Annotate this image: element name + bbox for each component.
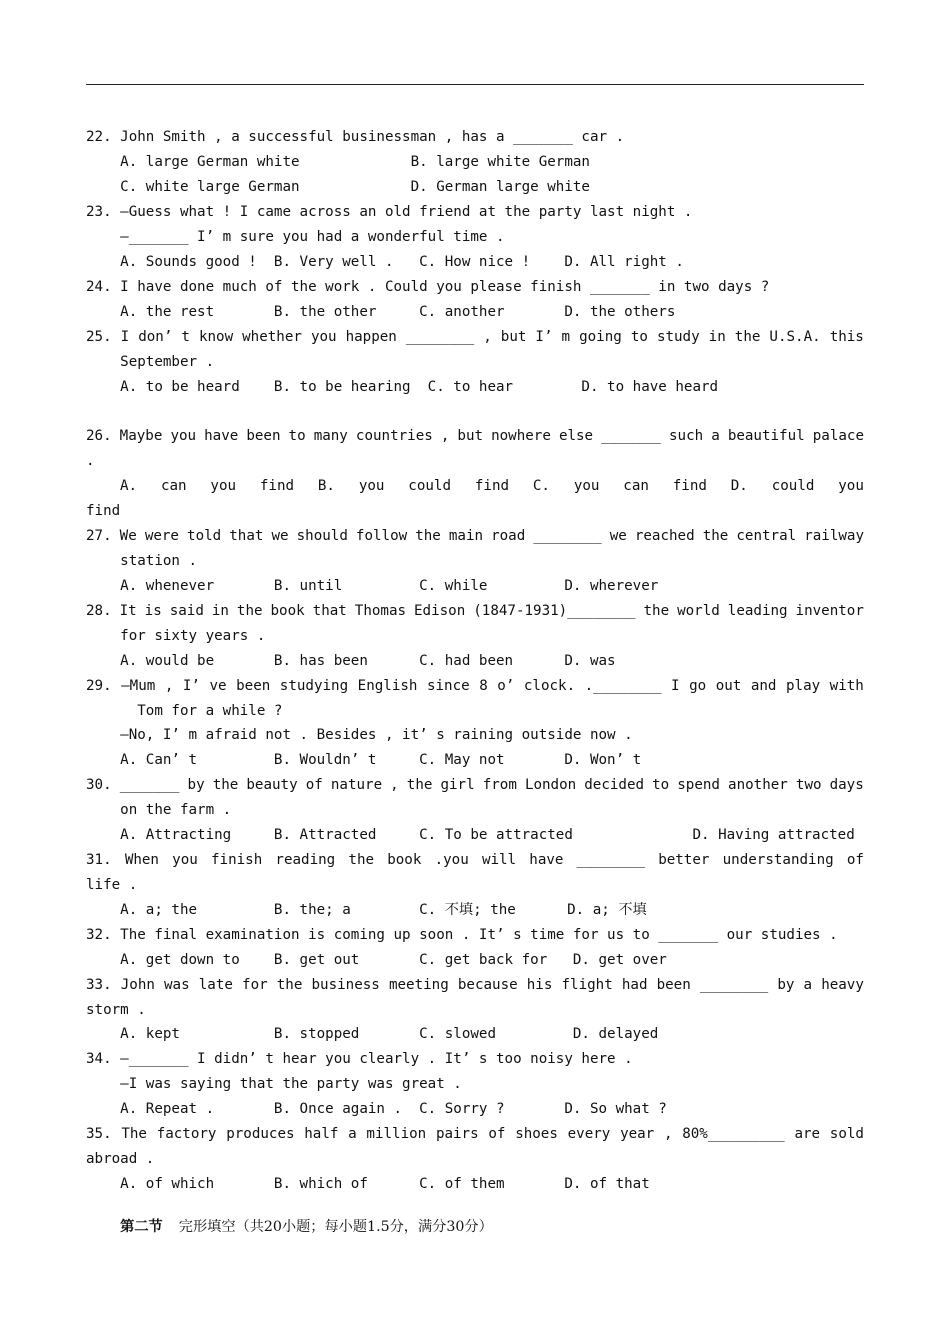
word: follow (355, 528, 408, 544)
word: nowhere (491, 428, 551, 444)
word: have (204, 428, 239, 444)
word: English (357, 678, 418, 694)
word: and (750, 678, 777, 694)
word: clock. (523, 678, 576, 694)
word: you (573, 478, 600, 494)
text-line: —_______ I’ m sure you had a wonderful time . (86, 229, 505, 245)
text-line (86, 676, 864, 696)
word: understanding (722, 852, 834, 868)
word: every (567, 1126, 611, 1142)
header-rule (86, 84, 864, 85)
word: ________ (699, 977, 769, 993)
word: of (846, 852, 864, 868)
word: a (348, 1126, 357, 1142)
word: 30. (86, 777, 112, 793)
word: business (311, 977, 380, 993)
word: road (491, 528, 526, 544)
word: find (259, 478, 295, 494)
word: by (187, 777, 205, 793)
word: the (415, 528, 441, 544)
text-line: life . (86, 877, 138, 893)
word: ve (209, 678, 227, 694)
word: flight (561, 977, 613, 993)
word: two (795, 777, 822, 793)
word: half (304, 1126, 339, 1142)
word: I (120, 329, 130, 345)
word: London (524, 777, 577, 793)
word: of (488, 1126, 506, 1142)
word: the (406, 777, 433, 793)
text-line (86, 601, 864, 621)
word: you (358, 478, 385, 494)
word: find (474, 478, 510, 494)
word: main (448, 528, 484, 544)
word: book (270, 603, 305, 619)
text-line (86, 975, 864, 995)
word: that (312, 603, 347, 619)
text-line: A. Can’ t B. Wouldn’ t C. May not D. Won’ t (86, 752, 642, 768)
text-line (86, 476, 864, 496)
word: out (715, 678, 742, 694)
word: are (794, 1126, 821, 1142)
word: such (669, 428, 704, 444)
word: beautiful (727, 428, 805, 444)
word: said (169, 603, 204, 619)
text-line (86, 526, 864, 546)
word: John (120, 977, 155, 993)
word: , (483, 329, 492, 345)
section-heading (86, 1197, 864, 1235)
text-line: 32. The final examination is coming up soon . It’ s time for us to _______ our studies . (86, 927, 838, 943)
word: _______ (119, 777, 180, 793)
word: happen (345, 329, 397, 345)
word: , (390, 777, 399, 793)
word: 27. (86, 528, 112, 544)
word: million (366, 1126, 427, 1142)
word: shoes (515, 1126, 558, 1142)
word: spend (677, 777, 720, 793)
word: better (658, 852, 710, 868)
text-line: storm . (86, 1002, 146, 1018)
text-line (86, 1124, 864, 1144)
word: told (187, 528, 222, 544)
word: The (121, 1126, 147, 1142)
word: 26. (86, 428, 112, 444)
word: 29. (86, 678, 112, 694)
word: the (702, 528, 729, 544)
word: whether (242, 329, 302, 345)
section-title: 第二节 (120, 1219, 163, 1235)
text-line: A. a; the B. the; a C. 不填; the D. a; 不填 (86, 902, 647, 918)
word: many (313, 428, 348, 444)
word: C. (532, 478, 550, 494)
text-line: 24. I have done much of the work . Could you please finish _______ in two days ? (86, 279, 770, 295)
word: reading (275, 852, 336, 868)
word: studying (279, 678, 349, 694)
word: the (212, 777, 239, 793)
word: could (771, 478, 815, 494)
word: When (124, 852, 159, 868)
word: t (181, 329, 190, 345)
word: of (305, 777, 323, 793)
word: 33. (86, 977, 112, 993)
word: will (481, 852, 517, 868)
word: , (663, 1126, 673, 1142)
word: o’ (497, 678, 515, 694)
text-line: 34. —_______ I didn’ t hear you clearly . It’ s too noisy here . (86, 1051, 633, 1067)
word: 31. (86, 852, 112, 868)
text-line: 23. —Guess what ! I came across an old friend at the party last night . (86, 204, 693, 220)
word: central (736, 528, 797, 544)
word: this (829, 329, 864, 345)
word: _______ (601, 428, 661, 444)
word: is (144, 603, 162, 619)
word: ________ (576, 852, 645, 868)
word: railway (804, 528, 864, 544)
word: year (620, 1126, 655, 1142)
text-line: A. the rest B. the other C. another D. the others (86, 304, 676, 320)
word: I’ (182, 678, 200, 694)
text-line: on the farm . (86, 802, 232, 818)
word: from (482, 777, 517, 793)
word: you (170, 428, 197, 444)
word: world (677, 603, 720, 619)
word: girl (440, 777, 475, 793)
word: for (242, 977, 268, 993)
section-description: 完形填空（共20小题；每小题1.5分，满分30分） (178, 1219, 493, 1235)
word: but (457, 428, 484, 444)
word: It (119, 603, 137, 619)
word: I (671, 678, 680, 694)
word: have (529, 852, 564, 868)
word: to (630, 329, 648, 345)
word: a (711, 428, 720, 444)
word: since (426, 678, 470, 694)
text-line: A. kept B. stopped C. slowed D. delayed (86, 1026, 659, 1042)
word: , (164, 678, 174, 694)
word: factory (156, 1126, 217, 1142)
word: beauty (246, 777, 298, 793)
word: A. (120, 478, 138, 494)
word: you (210, 478, 237, 494)
text-line: . (86, 453, 95, 469)
word: countries (355, 428, 433, 444)
word: can (623, 478, 649, 494)
word: the (348, 852, 375, 868)
word: palace (812, 428, 864, 444)
word: his (526, 977, 553, 993)
word: 80%_________ (682, 1126, 785, 1142)
word: (1847-1931)________ (473, 603, 636, 619)
word: had (621, 977, 648, 993)
text-line: A. Repeat . B. Once again . C. Sorry ? D. So what ? (86, 1101, 667, 1117)
word: decided (584, 777, 645, 793)
word: in (708, 329, 726, 345)
text-line: —I was saying that the party was great . (86, 1076, 462, 1092)
word: 8 (479, 678, 488, 694)
word: D. (730, 478, 748, 494)
text-line: A. would be B. has been C. had been D. was (86, 653, 616, 669)
word: ________ (533, 528, 602, 544)
word: we (271, 528, 289, 544)
word: 35. (86, 1126, 112, 1142)
word: .you (434, 852, 469, 868)
text-line: A. of which B. which of C. of them D. of that (86, 1176, 650, 1192)
word: to (288, 428, 306, 444)
text-line: A. get down to B. get out C. get back for D. get over (86, 952, 667, 968)
word: a (803, 977, 813, 993)
word: you (310, 329, 337, 345)
word: heavy (821, 977, 864, 993)
word: find (672, 478, 707, 494)
text-line (86, 775, 864, 795)
word: the (643, 603, 670, 619)
text-line: A. large German white B. large white German (86, 154, 590, 170)
word: that (229, 528, 264, 544)
text-line: A. Sounds good ! B. Very well . C. How nice ! D. All right . (86, 254, 684, 270)
word: but (500, 329, 527, 345)
word: you (172, 852, 198, 868)
word: 28. (86, 603, 112, 619)
word: going (579, 329, 622, 345)
word: Maybe (119, 428, 163, 444)
text-line: A. to be heard B. to be hearing C. to hear D. to have heard (86, 379, 719, 395)
text-line: C. white large German D. German large white (86, 179, 590, 195)
text-line: —No, I’ m afraid not . Besides , it’ s raining outside now . (86, 727, 633, 743)
word: study (656, 329, 700, 345)
word: book (387, 852, 422, 868)
word: you (838, 478, 864, 494)
word: the (734, 329, 761, 345)
word: 25. (86, 329, 112, 345)
word: in (211, 603, 229, 619)
word: can (160, 478, 187, 494)
word: play (785, 678, 821, 694)
word: inventor (795, 603, 864, 619)
word: nature (330, 777, 383, 793)
word: leading (727, 603, 788, 619)
word: meeting (388, 977, 449, 993)
word: don’ (138, 329, 173, 345)
word: go (689, 678, 707, 694)
word: reached (634, 528, 695, 544)
word: we (609, 528, 627, 544)
word: by (777, 977, 795, 993)
word: I’ (535, 329, 553, 345)
word: B. (317, 478, 335, 494)
word: U.S.A. (769, 329, 821, 345)
text-line (86, 327, 864, 347)
text-line: A. whenever B. until C. while D. wherever (86, 578, 659, 594)
text-line: find (86, 503, 121, 519)
word: late (198, 977, 233, 993)
text-line: September . (86, 354, 215, 370)
word: another (728, 777, 788, 793)
text-line: 22. John Smith , a successful businessman , has a _______ car . (86, 129, 625, 145)
text-line: abroad . (86, 1151, 155, 1167)
word: days (829, 777, 864, 793)
text-line: A. Attracting B. Attracted C. To be attracted D. Having attracted (86, 827, 855, 843)
text-line: for sixty years . (86, 628, 266, 644)
word: else (558, 428, 594, 444)
word: produces (226, 1126, 295, 1142)
word: know (198, 329, 234, 345)
word: , (440, 428, 450, 444)
text-line: Tom for a while ? (86, 703, 283, 719)
word: been (246, 428, 281, 444)
word: been (656, 977, 691, 993)
word: to (652, 777, 670, 793)
word: ________ (405, 329, 475, 345)
word: —Mum (121, 678, 156, 694)
word: because (457, 977, 518, 993)
word: Thomas (354, 603, 407, 619)
word: could (408, 478, 452, 494)
word: was (164, 977, 190, 993)
word: were (144, 528, 179, 544)
text-line (86, 426, 864, 446)
word: with (829, 678, 864, 694)
word: We (119, 528, 137, 544)
text-line: station . (86, 553, 198, 569)
word: the (276, 977, 303, 993)
word: m (561, 329, 571, 345)
word: the (236, 603, 263, 619)
word: Edison (414, 603, 466, 619)
word: .________ (584, 678, 662, 694)
word: finish (210, 852, 263, 868)
word: sold (829, 1126, 864, 1142)
word: pairs (435, 1126, 479, 1142)
word: been (236, 678, 271, 694)
text-line (86, 850, 864, 870)
word: should (296, 528, 348, 544)
